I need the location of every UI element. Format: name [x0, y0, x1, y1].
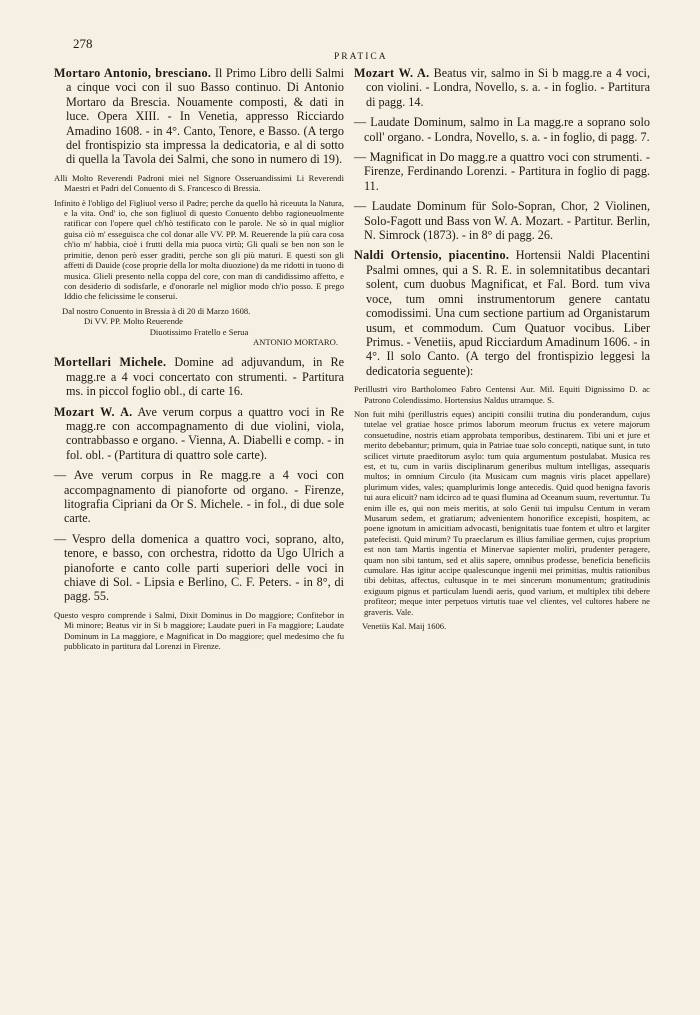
entry-body: Domine ad adjuvandum, in Re magg.re a 4 voci concertato con strumenti. - Partitura ms. in piccol foglio obl., di carte 16. — [66, 355, 344, 399]
letter-dateline: Dal nostro Conuento in Bressia à di 20 di Marzo 1608. — [62, 305, 251, 316]
naldi-dedication-address: Perillustri viro Bartholomeo Fabro Centensi Aur. Mil. Equiti Dignissimo D. ac Patrono Colendissimo. Hortensius Naldus utramque. S. — [354, 384, 650, 405]
entry-heading: Mozart W. A. — [354, 66, 430, 80]
entry-body: Beatus vir, salmo in Si b magg.re a 4 voci, con violini. - Londra, Novello, s. a. - in foglio. - Partitura di pagg. 14. — [366, 66, 650, 109]
entry-mozart-ave — [54, 405, 344, 463]
letter-closing: Diuotissimo Fratello e Serua — [149, 326, 249, 337]
entry-body: Il Primo Libro delli Salmi a cinque voci con il suo Basso continuo. Di Antonio Mortaro da Brescia. Nouamente composti, & dati in luce. Opera XIII. - In Venetia, appresso Ricciardo Amadino 1608. - in 4°. Canto, Tenore, e Basso. (A tergo del frontispizio sta impressa la dedicatoria, e al di sotto di quella la Tavola dei Salmi, che sono in numero di 19). — [66, 66, 344, 167]
entry-magnificat: — Magnificat in Do magg.re a quattro voci con strumenti. - Firenze, Ferdinando Lorenzi. - Partitura in foglio di pagg. 11. — [354, 150, 650, 193]
entry-mozart-vespro: — Vespro della domenica a quattro voci, soprano, alto, tenore, e basso, con orchestra, ridotto da Ugo Ulrich a pianoforte e canto colle parti superiori delle voci in chiave di Sol. - Lipsia e Berlino, C. F. Peters. - in 8°, di pagg. 55. — [54, 531, 344, 604]
entry-heading: Naldi Ortensio, piacentino. — [354, 248, 510, 263]
entry-mozart-beatus — [354, 66, 650, 109]
right-column — [354, 66, 650, 631]
letter-signature: ANTONIO MORTARO. — [252, 336, 338, 347]
naldi-dedication-date: Venetiis Kal. Maij 1606. — [362, 621, 447, 632]
page-number: 278 — [73, 36, 93, 51]
entry-body: Hortensii Naldi Placentini Psalmi omnes, qui a S. R. E. in solemnitatibus decantari solent, cum duobus Magnificat, et Fal. Bord. tum viva voce, tum omni instrumentorum genere cantatu comodissimi. Una cum sectione partium ad Organistarum usum, et commodum. Cum Quatuor vocibus. Liber Primus. - Venetiis, apud Ricciardum Amadinum 1606. - in 4°. Il solo Canto. (A tergo del frontispizio leggesi la dedicatoria seguente): — [366, 248, 650, 378]
entry-body: Ave verum corpus a quattro voci in Re magg.re con accompagnamento di due violini, viola, contrabbasso e organo. - Vienna, A. Diabelli e comp. - in fol. obl. - (Partitura di quattro sole carte). — [66, 404, 344, 462]
entry-mortellari — [54, 355, 344, 398]
entry-mozart-ave-2: — Ave verum corpus in Re magg.re a 4 voci con accompagnamento di pianoforte od organo. - Firenze, litografia Cipriani da Or S. Michele. - in fol., di due sole carte. — [54, 468, 344, 526]
naldi-dedication-letter: Non fuit mihi (perillustris eques) ancipiti consilii trutina diu ponderandum, cujus tutelae vel gratiae hosce primos laborum meorum fructus ex vetere majorum consuetudine, nostris etiam approbata temporibus, destinarem. Tibi uni et jure et merito debebantur; primum, quia in Patriae tuae solo concepti, natique sunt, in tuto scilicet virtute praeditorum asylo: tum quia argumentum postulabat. Musica res est, et tu, cum in variis disciplinarum generibus multum intelligas, assequaris multos; in omnium Circulo (ita Musicam cum magnis viris placet appellare) plurimum vides, vales; quamplurimis longe antecedis. Quid quod benigna favoris tui aura elicuit? nam idcirco ad te quasi flumina ad Oceanum suum, revertuntur. Tu enim ille es, qui non meis meritis, at solo Genii tui impulsu Centum in veram Musarum sedem, et gratiarum; advenientem honorifice excepisti, hospitem, ac poene ignotum in amicitiam advocasti, benignitatis tuae fontem et ultro et largiter patefecisti. Quid mirum? Tu praeclarum es illius familiae germen, cujus proprium est non tam Martis ingentia et Minervae sapienter moliri, prudenter peragere, quam non sibi tantum, sed et aliis sapere, omnibus prodesse, beneficia beneficiis cumulare. Has igitur accipe qualescunque ingenii mei primitias, multis rationibus tibi debitas, affectus, cultusque in te mei sincerum monumentum; gratitudinis exiguum pignus et particulam luendi aeris, quod varium, et multiplex tibi debere profiteor; meque inter perpetuos virtutis tuae vel clientes, vel cultores habere ne graveris. Vale. — [354, 408, 650, 617]
entry-mortaro — [54, 66, 344, 167]
letter-salute: Di VV. PP. Molto Reuerende — [84, 316, 183, 327]
entry-heading: Mozart W. A. — [54, 404, 133, 419]
running-head: PRATICA — [334, 52, 388, 62]
entry-laudate-2: — Laudate Dominum für Solo-Sopran, Chor, 2 Violinen, Solo-Fagott und Bass von W. A. Mozart. - Partitur. Berlin, N. Simrock (1873). - in 8° di pagg. 26. — [354, 199, 650, 243]
dedication-address: Alli Molto Reverendi Padroni miei nel Signore Osseruandissimi Li Reverendi Maestri et Padri del Conuento di S. Francesco di Bressia. — [54, 172, 344, 194]
dedication-letter: Infinito è l'obligo del Figliuol verso il Padre; perche da quello hà riceuuta la Natura, e la vita. Ond' io, che son figliuol di questo Conuento debbo ragioneuolmente ratificar con l'opere quel ch'hò testificato con le parole. Ne sò in qual miglior guisa ciò m' esseguisca che col donar alle VV. PP. M. Reuerende la più cara cosa ch'io m' habbia, cioè i frutti della mia puoca virtù; Gli quali se ben non son le primitie, denon però esser graditi, perche son gli più maturi. E questi son gli affetti di Dauide (cose proprie della lor molta diuozione) da me ridotti in tuono di musica. Glieli presento nella coppa del core, con man di candidissimo affetto, e con desiderio di sodisfarle, e d'onorarle nel miglior modo ch'io posso. E prego Iddio che felicissime le conserui. — [54, 197, 345, 302]
entry-mozart-vespro-note: Questo vespro comprende i Salmi, Dixit Dominus in Do maggiore; Confitebor in Mi minore; Beatus vir in Si b maggiore; Laudate pueri in Fa maggiore; Laudate Dominum in La maggiore, e Magnificat in Do maggiore; quel medesimo che fu pubblicato in partitura dal Lorenzi in Firenze. — [54, 609, 344, 652]
entry-naldi — [354, 248, 650, 378]
entry-heading: Mortaro Antonio, bresciano. — [54, 66, 212, 80]
entry-heading: Mortellari Michele. — [54, 355, 167, 370]
left-column — [54, 66, 344, 655]
entry-laudate-1: — Laudate Dominum, salmo in La magg.re a soprano solo coll' organo. - Londra, Novello, s. a. - in foglio, di pagg. 7. — [354, 115, 650, 144]
